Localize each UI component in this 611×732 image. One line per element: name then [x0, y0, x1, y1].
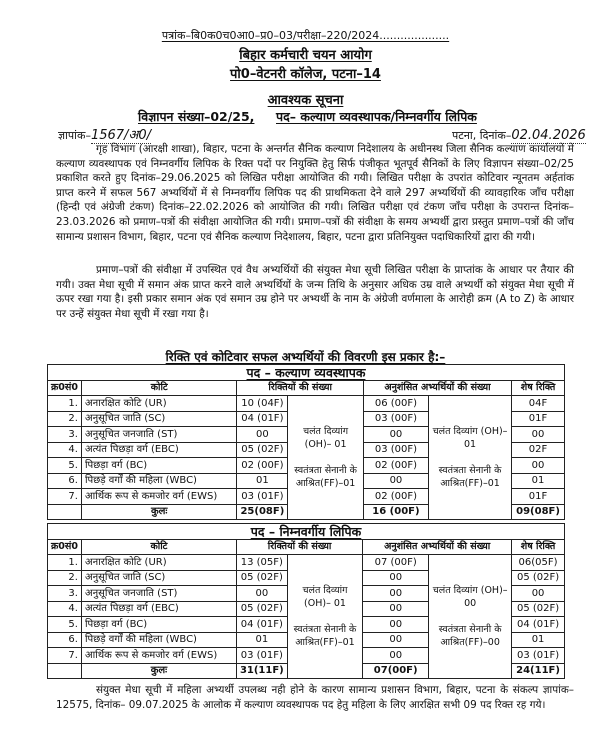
memo-label: ज्ञापांक– — [58, 129, 91, 142]
table-row: 6. पिछड़े वर्गों की महिला (WBC) 01 00 01 — [48, 632, 565, 648]
paragraph-2: प्रमाण–पत्रों की संवीक्षा में उपस्थित एवं वैध अभ्यर्थियों की संयुक्त मेधा सूची लिखित परीक्षा के प्राप्तांक के आधार पर तैयार की गयी। उक्त मेधा सूची में समान अंक प्राप्त करने वाले अभ्यर्थियों के जन्म तिथि के अनुसार अधिक उम्र वाले अभ्यर्थी को संयुक्त मेधा सूची में ऊपर रखा गया है। इसी प्रकार समान अंक एवं समान उम्र होने पर अभ्यर्थी के नाम के अंग्रेजी वर्णमाला के आरोही क्रम (A to Z) के आधार पर उन्हें संयुक्त मेधा सूची में रखा गया है। — [56, 264, 574, 320]
welfare-manager-table — [47, 364, 565, 520]
organization-name: बिहार कर्मचारी चयन आयोग — [239, 48, 372, 63]
table-row: 5. पिछड़ा वर्ग (BC) 04 (01F) 00 04 (01F) — [48, 617, 565, 633]
table-row: 4. अत्यंत पिछड़ा वर्ग (EBC) 05 (02F) 03 (00F) 02F — [48, 442, 565, 458]
table-row: 7. आर्थिक रूप से कमजोर वर्ग (EWS) 03 (01F) 02 (00F) 01F — [48, 489, 565, 505]
header-sno: क्र0सं0 — [48, 380, 82, 396]
table-heading: रिक्ति एवं कोटिवार सफल अभ्यर्थियों की विवरणी इस प्रकार है:– — [165, 350, 446, 364]
total-row: कुलः 25(08F) 16 (00F) 09(08F) — [48, 504, 565, 520]
table-row: 4. अत्यंत पिछड़ा वर्ग (EBC) 05 (02F) 00 05 (02F) — [48, 601, 565, 617]
table-row: 2. अनुसूचित जाति (SC) 04 (01F) 03 (00F) 01F — [48, 411, 565, 427]
table-row: 7. आर्थिक रूप से कमजोर वर्ग (EWS) 03 (01F) 00 03 (01F) — [48, 648, 565, 664]
paragraph-1: गृह विभाग (आरक्षी शाखा), बिहार, पटना के अन्तर्गत सैनिक कल्याण निदेशालय के अधीनस्थ जिला सैनिक कल्याण कार्यालयों में कल्याण व्यवस्थापक एवं निम्नवर्गीय लिपिक के रिक्त पदों पर नियुक्ति हेतु सिर्फ पंजीकृत भूतपूर्व सैनिकों के लिए विज्ञापन संख्या–02/25 प्रकाशित करते हुए दिनांक–29.06.2025 को लिखित परीक्षा आयोजित की गयी। लिखित परीक्षा के उपरांत कोटिवार न्यूनतम अर्हतांक प्राप्त करने में सफल 567 अभ्यर्थियों में से निम्नवर्गीय लिपिक पद की प्राथमिकता देने वाले 297 अभ्यर्थियों की व्यावहारिक जाँच परीक्षा (हिन्दी एवं अंग्रेजी टंकण) दिनांक–22.02.2026 को आयोजित की गयी। लिखित परीक्षा एवं टंकण जाँच परीक्षा के उपरान्त दिनांक–23.03.2026 को प्रमाण–पत्रों की संवीक्षा आयोजित की गयी। प्रमाण–पत्रों की संवीक्षा के समय अभ्यर्थी द्वारा प्रस्तुत प्रमाण–पत्रों की जाँच सामान्य प्रशासन विभाग, बिहार, पटना एवं सैनिक कल्याण निदेशालय, बिहार, पटना द्वारा प्रतिनियुक्त पदाधिकारियों द्वारा की गयी। — [56, 143, 574, 243]
header-vacancies: रिक्तियों की संख्या — [237, 380, 363, 396]
table-row: 3. अनुसूचित जनजाति (ST) 00 00 00 — [48, 427, 565, 443]
recommended-reservation-note: चलंत दिव्यांग (OH)– 01 स्वतंत्रता सेनानी के आश्रित(FF)–01 — [429, 396, 512, 520]
table-title: पद – कल्याण व्यवस्थापक — [48, 365, 565, 381]
recommended-reservation-note: चलंत दिव्यांग (OH)– 00 स्वतंत्रता सेनानी के आश्रित(FF)–00 — [429, 555, 512, 679]
header-recommended: अनुशंसित अभ्यर्थियों की संख्या — [363, 539, 512, 555]
header-remaining: शेष रिक्ति — [512, 380, 565, 396]
date-value: 02.04.2026 — [511, 128, 586, 143]
header-remaining: शेष रिक्ति — [512, 539, 565, 555]
post-names: पद– कल्याण व्यवस्थापक/निम्नवर्गीय लिपिक — [276, 109, 477, 124]
memo-number — [58, 125, 151, 143]
date-label: पटना, दिनांक– — [452, 129, 512, 142]
memo-value: 1567/अ0/ — [90, 128, 151, 143]
advertisement-number: विज्ञापन संख्या–02/25, — [138, 109, 255, 124]
header-vacancies: रिक्तियों की संख्या — [236, 539, 362, 555]
table-row: 2. अनुसूचित जाति (SC) 05 (02F) 00 05 (02F) — [48, 570, 565, 586]
lower-division-clerk-table — [47, 523, 565, 679]
table-row: 1. अनारक्षित कोटि (UR) 13 (05F) चलंत दिव्यांग (OH)– 01 स्वतंत्रता सेनानी के आश्रित(FF)–01 07 (00F) चलंत दिव्यांग (OH)– 00 स्वतंत्रता सेनानी के आश्रित(FF)–00 06(05F) — [48, 555, 565, 571]
organization-address: पो0–वेटनरी कॉलेज, पटना–14 — [230, 67, 381, 82]
header-recommended: अनुशंसित अभ्यर्थियों की संख्या — [363, 380, 511, 396]
header-category: कोटि — [81, 380, 237, 396]
total-row: कुलः 31(11F) 07(00F) 24(11F) — [48, 663, 565, 679]
table-title: पद – निम्नवर्गीय लिपिक — [48, 524, 565, 540]
closing-note: संयुक्त मेधा सूची में महिला अभ्यर्थी उपलब्ध नही होने के कारण सामान्य प्रशासन विभाग, बिहार, पटना के संकल्प ज्ञापांक–12575, दिनांक– 09.07.2025 के आलोक में कल्याण व्यवस्थापक पद हेतु महिला के लिए आरक्षित सभी 09 पद रिक्त रह गये। — [56, 684, 574, 711]
issue-date — [452, 128, 586, 143]
header-sno: क्र0सं0 — [48, 539, 82, 555]
vacancy-reservation-note: चलंत दिव्यांग (OH)– 01 स्वतंत्रता सेनानी के आश्रित(FF)–01 — [287, 555, 362, 679]
vacancy-reservation-note: चलंत दिव्यांग (OH)– 01 स्वतंत्रता सेनानी के आश्रित(FF)–01 — [288, 396, 364, 520]
table-row: 6. पिछड़े वर्गों की महिला (WBC) 01 00 01 — [48, 473, 565, 489]
reference-number: पत्रांक–बि0क0च0आ0–प्र0–03/परीक्षा–220/2024.................... — [161, 29, 450, 42]
table-row: 1. अनारक्षित कोटि (UR) 10 (04F) चलंत दिव्यांग (OH)– 01 स्वतंत्रता सेनानी के आश्रित(FF)–01 06 (00F) चलंत दिव्यांग (OH)– 01 स्वतंत्रता सेनानी के आश्रित(FF)–01 04F — [48, 396, 565, 412]
table-row: 3. अनुसूचित जनजाति (ST) 00 00 00 — [48, 586, 565, 602]
header-category: कोटि — [81, 539, 236, 555]
notice-title: आवश्यक सूचना — [267, 93, 344, 108]
table-row: 5. पिछड़ा वर्ग (BC) 02 (00F) 02 (00F) 00 — [48, 458, 565, 474]
